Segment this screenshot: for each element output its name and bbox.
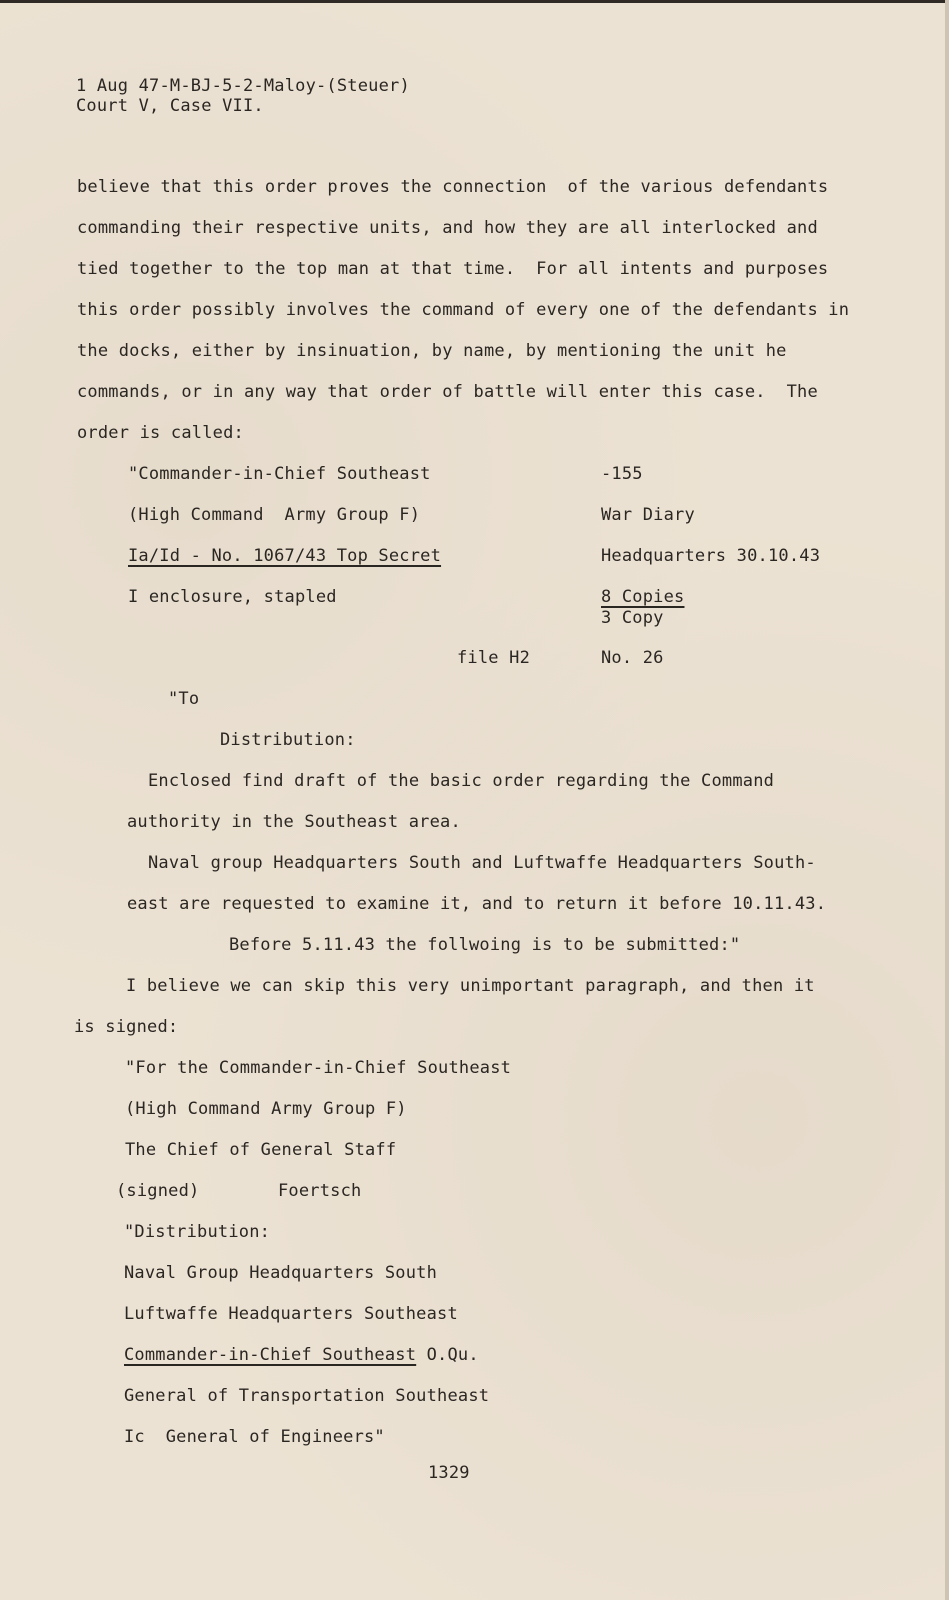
distribution-item-commander <box>124 1345 479 1365</box>
page-top-edge <box>0 0 949 3</box>
order-command: (High Command Army Group F) <box>128 505 421 525</box>
body-line: believe that this order proves the connection of the various defendants <box>77 177 829 197</box>
body-line: commanding their respective units, and how they are all interlocked and <box>77 218 818 238</box>
signed-name: Foertsch <box>278 1181 362 1201</box>
order-copy-number: 3 Copy <box>601 608 664 628</box>
header-line-2: Court V, Case VII. <box>76 96 264 116</box>
signature-line: (High Command Army Group F) <box>125 1099 407 1119</box>
order-serial-number: No. 26 <box>601 648 664 668</box>
body-line: tied together to the top man at that time. For all intents and purposes <box>77 259 829 279</box>
commentary-line: is signed: <box>74 1017 179 1037</box>
body-line: the docks, either by insinuation, by name, by mentioning the unit he <box>77 341 787 361</box>
order-file: file H2 <box>457 648 531 668</box>
page-right-edge <box>945 0 949 1600</box>
commander-underlined: Commander-in-Chief Southeast <box>124 1345 417 1365</box>
order-line: authority in the Southeast area. <box>127 812 461 832</box>
distribution-heading: "Distribution: <box>124 1222 271 1242</box>
order-copies: 8 Copies <box>601 587 685 607</box>
distribution-item: Ic General of Engineers" <box>124 1427 385 1447</box>
signed-label: (signed) <box>116 1181 200 1201</box>
order-reference: Ia/Id - No. 1067/43 Top Secret <box>128 546 442 566</box>
order-headquarters-date: Headquarters 30.10.43 <box>601 546 821 566</box>
distribution-item: General of Transportation Southeast <box>124 1386 490 1406</box>
body-line: this order possibly involves the command of every one of the defendants in <box>77 300 850 320</box>
distribution-item: Luftwaffe Headquarters Southeast <box>124 1304 458 1324</box>
order-to: "To <box>168 689 200 709</box>
order-line: Before 5.11.43 the follwoing is to be submitted:" <box>229 935 741 955</box>
order-line: Enclosed find draft of the basic order regarding the Command <box>148 771 775 791</box>
body-line: commands, or in any way that order of battle will enter this case. The <box>77 382 818 402</box>
order-line: Naval group Headquarters South and Luftwaffe Headquarters South- <box>148 853 816 873</box>
order-number: -155 <box>601 464 643 484</box>
signature-line: "For the Commander-in-Chief Southeast <box>125 1058 512 1078</box>
commentary-line: I believe we can skip this very unimportant paragraph, and then it <box>126 976 815 996</box>
order-war-diary: War Diary <box>601 505 695 525</box>
order-issuer: "Commander-in-Chief Southeast <box>128 464 431 484</box>
order-enclosure: I enclosure, stapled <box>128 587 337 607</box>
distribution-item: Naval Group Headquarters South <box>124 1263 438 1283</box>
order-distribution-heading: Distribution: <box>220 730 356 750</box>
body-line: order is called: <box>77 423 244 443</box>
header-line-1: 1 Aug 47-M-BJ-5-2-Maloy-(Steuer) <box>76 76 410 96</box>
order-line: east are requested to examine it, and to return it before 10.11.43. <box>127 894 827 914</box>
page-number: 1329 <box>428 1463 470 1483</box>
signature-line: The Chief of General Staff <box>125 1140 397 1160</box>
commander-suffix: O.Qu. <box>416 1345 479 1365</box>
